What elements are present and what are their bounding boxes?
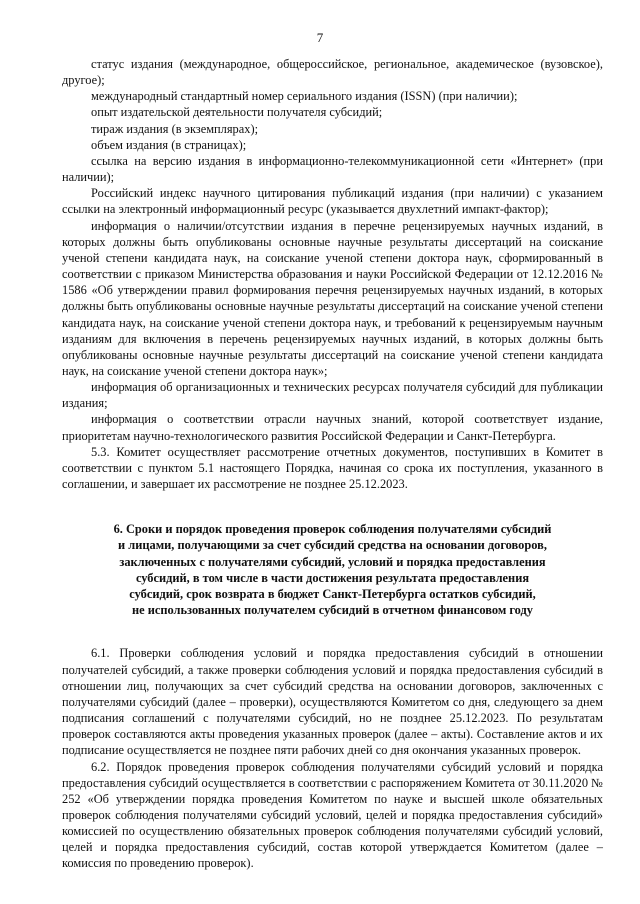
heading-line: не использованных получателем субсидий в отчетном финансовом году [132, 603, 533, 618]
heading-line: и лицами, получающими за счет субсидий средства на основании договоров, [118, 538, 547, 553]
paragraph: тираж издания (в экземплярах); [91, 121, 259, 136]
paragraph: объем издания (в страницах); [91, 137, 247, 152]
heading-line: субсидий, срок возврата в бюджет Санкт-Петербурга остатков субсидий, [129, 587, 536, 602]
paragraph: ссылка на версию издания в информационно-телекоммуникационной сети «Интернет» (при наличии); [62, 153, 603, 185]
section-6-heading [62, 521, 603, 618]
heading-line: 6. Сроки и порядок проведения проверок соблюдения получателями субсидий [113, 522, 552, 537]
paragraph: информация об организационных и технических ресурсах получателя субсидий для публикации издания; [62, 380, 603, 411]
heading-line: заключенных с получателями субсидий, условий и порядка предоставления [119, 554, 546, 569]
paragraph-5-3: 5.3. Комитет осуществляет рассмотрение отчетных документов, поступивших в Комитет в соответствии с пунктом 5.1 настоящего Порядка, начиная со срока их поступления, указанного в соглашении, и завершает их рассмотрение не позднее 25.12.2023. [62, 444, 603, 492]
paragraph: Российский индекс научного цитирования публикаций издания (при наличии) с указанием ссылки на электронный информационный ресурс (указывается двухлетний импакт-фактор); [62, 186, 603, 217]
paragraph-6-2: 6.2. Порядок проведения проверок соблюдения получателями субсидий условий и порядка предоставления субсидий осуществляется в соответствии с распоряжением Комитета от 30.11.2020 № 252 «Об утверждении порядка проведения Комитетом по науке и высшей школе обязательных проверок соблюдения получателями субсидий условий, целей и порядка предоставления субсидий» комиссией по осуществлению обязательных проверок соблюдения получателями субсидий условий, целей и порядка предоставления субсидий, состав которой утверждается Комитетом (далее – комиссия по проведению проверок). [62, 759, 603, 871]
paragraph: опыт издательской деятельности получателя субсидий; [91, 105, 383, 120]
paragraph: информация о наличии/отсутствии издания в перечне рецензируемых научных изданий, в которых должны быть опубликованы основные научные результаты диссертаций на соискание ученой степени кандидата наук, на соискание ученой степени доктора наук, сформированный в соответствии с приказом Министерства образования и науки Российской Федерации от 12.12.2016 № 1586 «Об утверждении правил формирования перечня рецензируемых научных изданий, в которых должны быть опубликованы основные научные результаты диссертаций на соискание ученой степени кандидата наук, на соискание ученой степени доктора наук, и требований к рецензируемым научным изданиям для включения в перечень рецензируемых научных изданий, в которых должны быть опубликованы основные научные результаты диссертаций на соискание ученой степени кандидата наук, на соискание ученой степени доктора наук»; [62, 218, 603, 378]
paragraph-6-1: 6.1. Проверки соблюдения условий и порядка предоставления субсидий в отношении получателей субсидий, а также проверки соблюдения условий и порядка предоставления субсидий в отношении лиц, получающих за счет субсидий средства на основании договоров, заключенных с получателями субсидий (далее – проверки), осуществляются Комитетом со дня, следующего за днем подписания соглашений с получателями субсидий, но не позднее 25.12.2023. По результатам проверок составляются акты проведения указанных проверок (далее – акты). Составление актов и их подписание осуществляется не позднее пяти рабочих дней со дня окончания указанных проверок. [62, 646, 603, 758]
document-body [62, 56, 603, 872]
paragraph: статус издания (международное, общероссийское, региональное, академическое (вузовское), другое); [62, 57, 603, 88]
page-number: 7 [316, 30, 324, 45]
paragraph: информация о соответствии отрасли научных знаний, которой соответствует издание, приоритетам научно-технологического развития Российской Федерации и Санкт-Петербурга. [62, 412, 603, 443]
paragraph: международный стандартный номер сериального издания (ISSN) (при наличии); [91, 89, 518, 104]
heading-line: субсидий, в том числе в части достижения результата предоставления [135, 570, 530, 585]
